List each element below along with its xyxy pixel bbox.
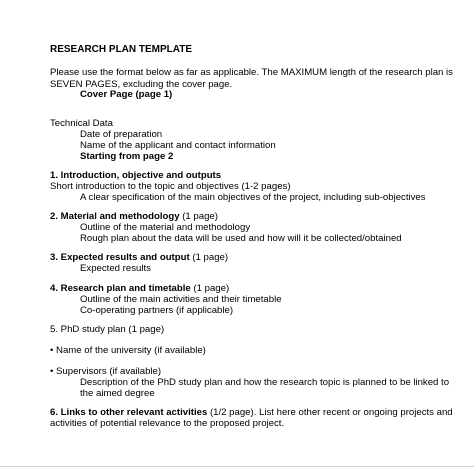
section-3-heading-line xyxy=(50,252,228,263)
starting-page-heading: Starting from page 2 xyxy=(80,151,174,162)
section-4-pages: (1 page) xyxy=(190,283,230,294)
section-6-line-1-rest: (1/2 page). List here other recent or ongoing projects and xyxy=(207,407,453,418)
document-title: RESEARCH PLAN TEMPLATE xyxy=(50,44,193,55)
technical-data-heading: Technical Data xyxy=(50,118,113,129)
section-1-line-1: Short introduction to the topic and objectives (1-2 pages) xyxy=(50,181,291,192)
section-3-pages: (1 page) xyxy=(189,252,229,263)
section-3-heading: 3. Expected results and output xyxy=(50,252,190,263)
section-2-pages: (1 page) xyxy=(179,211,218,222)
intro-line-1: Please use the format below as far as applicable. The MAXIMUM length of the research plan is xyxy=(50,67,453,78)
section-5-bullet-university: • Name of the university (if available) xyxy=(50,345,206,356)
section-2-heading: 2. Material and methodology xyxy=(50,211,180,222)
section-6-line-1 xyxy=(50,407,453,418)
section-2-line-1: Outline of the material and methodology xyxy=(80,222,251,233)
page-bottom-divider xyxy=(0,466,474,467)
section-6-line-2: activities of potential relevance to the proposed project. xyxy=(50,418,285,429)
section-2-heading-line xyxy=(50,211,218,222)
section-2-line-2: Rough plan about the data will be used and how will it be collected/obtained xyxy=(80,233,402,244)
section-5-description-line-1: Description of the PhD study plan and how the research topic is planned to be linked to xyxy=(80,377,450,388)
section-6-heading: 6. Links to other relevant activities xyxy=(50,407,208,418)
section-5-heading-line xyxy=(50,324,164,335)
section-5-pages: (1 page) xyxy=(125,324,165,335)
section-1-line-2: A clear specification of the main objectives of the project, including sub-objectives xyxy=(80,192,426,203)
cover-page-heading: Cover Page (page 1) xyxy=(80,89,173,100)
section-4-line-2: Co-operating partners (if applicable) xyxy=(80,305,234,316)
section-5-description-line-2: the aimed degree xyxy=(80,388,155,399)
section-4-heading-line xyxy=(50,283,229,294)
section-4-line-1: Outline of the main activities and their timetable xyxy=(80,294,282,305)
section-5-bullet-supervisors: • Supervisors (if available) xyxy=(50,366,162,377)
section-1-heading: 1. Introduction, objective and outputs xyxy=(50,170,222,181)
section-4-heading: 4. Research plan and timetable xyxy=(50,283,191,294)
section-3-line-1: Expected results xyxy=(80,263,151,274)
technical-item-applicant: Name of the applicant and contact information xyxy=(80,140,276,151)
section-5-heading: 5. PhD study plan xyxy=(50,324,126,335)
technical-item-date: Date of preparation xyxy=(80,129,163,140)
intro-line-2: SEVEN PAGES, excluding the cover page. xyxy=(50,79,233,90)
